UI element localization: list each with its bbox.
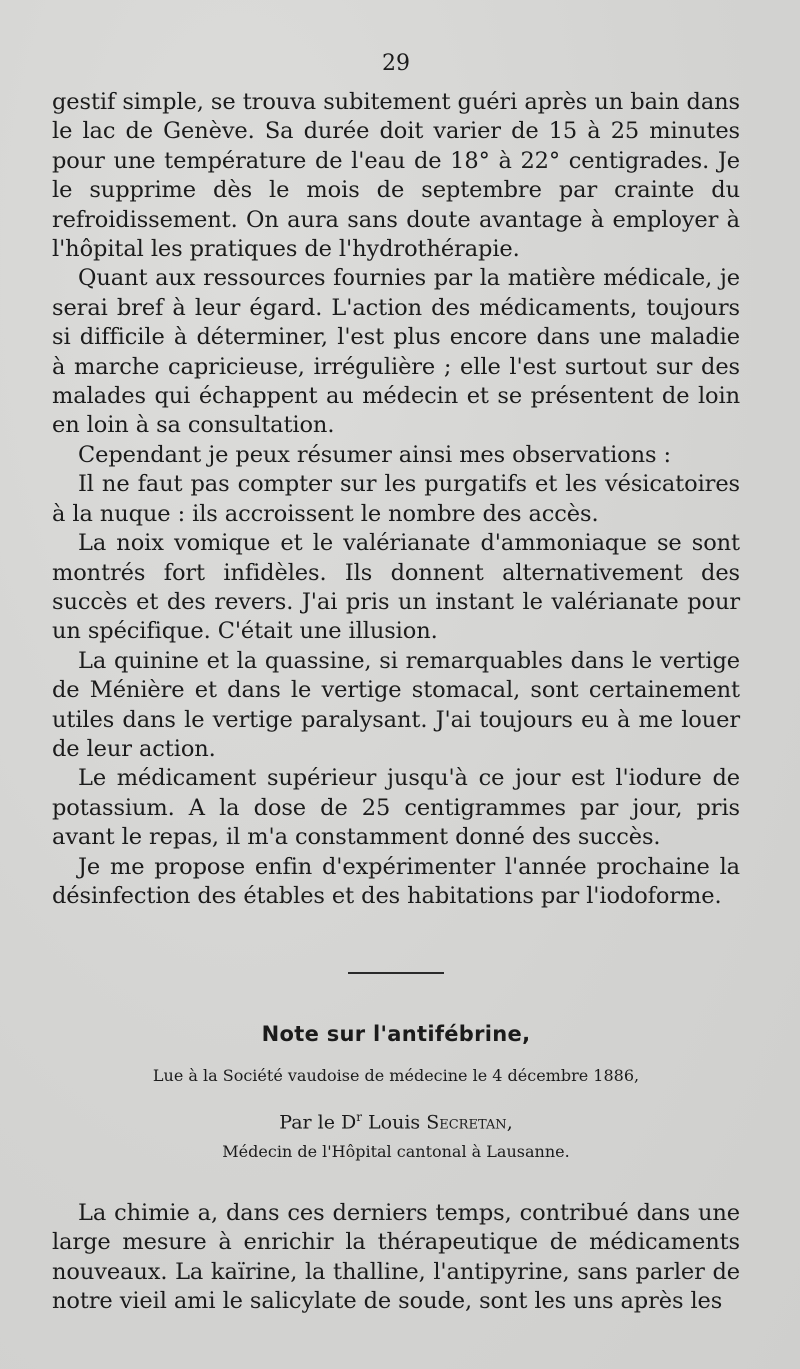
note-author	[52, 1105, 740, 1134]
paragraph: Cependant je peux résumer ainsi mes observations :	[78, 441, 671, 468]
author-first-name: Louis	[368, 1111, 421, 1134]
author-last-name: Secretan	[426, 1111, 507, 1134]
page	[52, 40, 740, 1316]
section-divider	[348, 972, 444, 974]
author-title-sup: r	[356, 1110, 362, 1125]
note-read-at: Lue à la Société vaudoise de médecine le 4 décembre 1886,	[152, 1066, 640, 1086]
author-prefix: Par le D	[279, 1111, 357, 1134]
note-body-text	[52, 1199, 740, 1317]
paragraph: La chimie a, dans ces derniers temps, contribué dans une large mesure à enrichir la thérapeutique de médicaments nouveaux. La kaïrine, la thalline, l'antipyrine, sans parler de notre vieil ami le salicylate de soude, sont les uns après les	[52, 1199, 740, 1314]
paragraph: Il ne faut pas compter sur les purgatifs et les vésicatoires à la nuque : ils accroissent le nombre des accès.	[52, 471, 740, 527]
paragraph: Quant aux ressources fournies par la matière médicale, je serai bref à leur égard. L'action des médicaments, toujours si difficile à déterminer, l'est plus encore dans une maladie à marche capricieuse, irrégulière ; elle l'est surtout sur des malades qui échappent au médecin et se présentent de loin en loin à sa consultation.	[52, 265, 740, 439]
body-text	[52, 88, 740, 911]
note-title: Note sur l'antifébrine,	[261, 1022, 531, 1047]
paragraph: La quinine et la quassine, si remarquables dans le vertige de Ménière et dans le vertige stomacal, sont certainement utiles dans le vertige paralysant. J'ai toujours eu à me louer de leur action.	[52, 647, 740, 762]
page-number: 29	[382, 51, 410, 76]
author-suffix: ,	[506, 1111, 513, 1134]
paragraph: Le médicament supérieur jusqu'à ce jour est l'iodure de potassium. A la dose de 25 centigrammes par jour, pris avant le repas, il m'a constamment donné des succès.	[52, 765, 740, 851]
note-affiliation: Médecin de l'Hôpital cantonal à Lausanne.	[222, 1141, 570, 1161]
paragraph: La noix vomique et le valérianate d'ammoniaque se sont montrés fort infidèles. Ils donnent alternativement des succès et des revers. J'ai pris un instant le valérianate pour un spécifique. C'était une illusion.	[52, 530, 740, 645]
paragraph: Je me propose enfin d'expérimenter l'année prochaine la désinfection des étables et des habitations par l'iodoforme.	[52, 853, 740, 909]
paragraph: gestif simple, se trouva subitement guéri après un bain dans le lac de Genève. Sa durée doit varier de 15 à 25 minutes pour une température de l'eau de 18° à 22° centigrades. Je le supprime dès le mois de septembre par crainte du refroidissement. On aura sans doute avantage à employer à l'hôpital les pratiques de l'hydrothérapie.	[52, 89, 740, 263]
